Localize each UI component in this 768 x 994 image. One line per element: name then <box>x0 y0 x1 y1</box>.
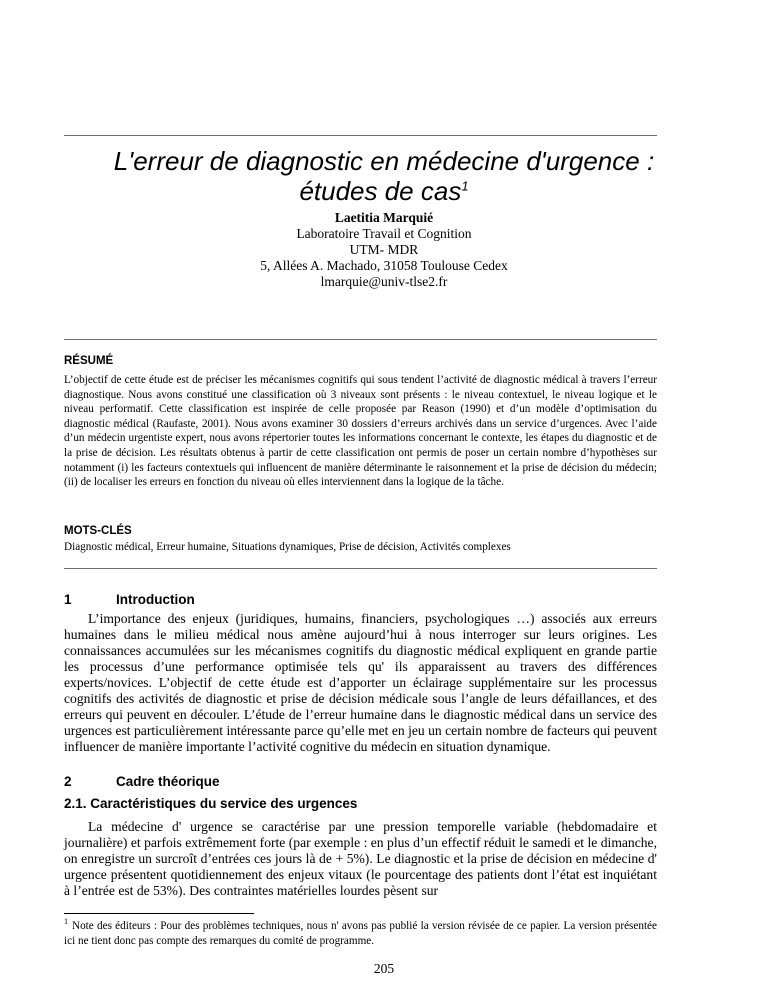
keywords-bottom-rule <box>64 568 657 569</box>
page-number: 205 <box>373 961 395 976</box>
keywords-heading: MOTS-CLÉS <box>64 525 132 537</box>
section-1-number: 1 <box>64 592 72 607</box>
author-address: 5, Allées A. Machado, 31058 Toulouse Cedex <box>260 258 508 273</box>
author-affiliation-lab: Laboratoire Travail et Cognition <box>296 226 472 241</box>
title-line-1: L'erreur de diagnostic en médecine d'urgence : <box>113 146 655 176</box>
author-affiliation-unit: UTM- MDR <box>349 242 419 257</box>
author-email: lmarquie@univ-tlse2.fr <box>320 274 448 289</box>
section-1-text: L’importance des enjeux (juridiques, humains, financiers, psychologiques …) associés aux erreurs humaines dans le milieu médical nous amène aujourd’hui à nous interroger sur leurs origines. Les connaissances accumulées sur les mécanismes cognitifs du diagnostic médical expliquent en grande partie les processus d’une performance optimisée tels qu' ils apparaissent au travers des différences experts/novices. L’objectif de cette étude est d’apporter un éclairage supplémentaire sur les processus cognitifs des activités de diagnostic et prise de décision médicale sous l’angle de leurs défaillances, et des erreurs qui peuvent en découler. L’étude de l’erreur humaine dans le diagnostic médical dans un service des urgences est particulièrement intéressante parce qu’elle met en jeu un certain nombre de facteurs qui peuvent influencer de manière importante l’activité cognitive du médecin en situation dynamique. <box>64 611 657 754</box>
title-footnote-marker: 1 <box>461 178 469 194</box>
abstract-heading: RÉSUMÉ <box>64 355 114 367</box>
section-2-1-text: La médecine d' urgence se caractérise par une pression temporelle variable (hebdomadaire et journalière) et parfois extrêmement forte (par exemple : en plus d’un effectif réduit le samedi et le dimanche, on enregistre un surcroît d’entrées ces jours là de + 5%). Le diagnostic et la prise de décision en médecine d' urgence présentent quotidiennement des enjeux vitaux (le pourcentage des patients dont l’état est inquiétant à l’entrée est de 53%). Des contraintes matérielles lourdes pèsent sur <box>64 819 657 898</box>
section-1-heading <box>64 592 195 607</box>
abstract-text: L’objectif de cette étude est de préciser les mécanismes cognitifs qui sous tendent l’activité de diagnostic médical à travers l’erreur diagnostique. Nous avons constitué une classification où 3 niveaux sont présents : le niveau contextuel, le niveau logique et le niveau performatif. Cette classification est inspirée de celle proposée par Reason (1990) et d’un modèle d’optimisation du diagnostic médical (Raufaste, 2001). Nous avons examiner 30 dossiers d’erreurs archivés dans un service d’urgences. Avec l’aide d’un médecin urgentiste expert, nous avons répertorier toutes les informations concernant le contexte, les étapes du diagnostic et de la prise de décision. Les résultats obtenus à partir de cette classification ont permis de poser un certain nombre d’hypothèses sur notamment (i) les facteurs contextuels qui influencent de manière déterminante le raisonnement et la prise de décision du médecin; (ii) de localiser les erreurs en fonction du niveau où elles interviennent dans la logique de la tâche. <box>64 374 657 489</box>
section-2-number: 2 <box>64 774 72 789</box>
section-2-title: Cadre théorique <box>116 774 220 789</box>
footnote-text: Note des éditeurs : Pour des problèmes techniques, nous n' avons pas publié la version révisée de ce papier. La version présentée ici ne tient donc pas compte des remarques du comité de programme. <box>64 920 657 947</box>
footnote-marker: 1 <box>64 917 68 927</box>
footnote-rule <box>64 913 254 914</box>
author-block <box>64 210 704 290</box>
title-line-2: études de cas <box>299 176 462 206</box>
section-1-title: Introduction <box>116 592 195 607</box>
footnote <box>64 919 657 949</box>
subsection-2-1-heading: 2.1. Caractéristiques du service des urgences <box>64 796 358 811</box>
author-name: Laetitia Marquié <box>334 210 434 225</box>
paper-title <box>64 146 704 206</box>
keywords-text: Diagnostic médical, Erreur humaine, Situations dynamiques, Prise de décision, Activités complexes <box>64 541 511 553</box>
top-rule <box>64 135 657 136</box>
abstract-top-rule <box>64 339 657 340</box>
section-2-heading <box>64 774 220 789</box>
